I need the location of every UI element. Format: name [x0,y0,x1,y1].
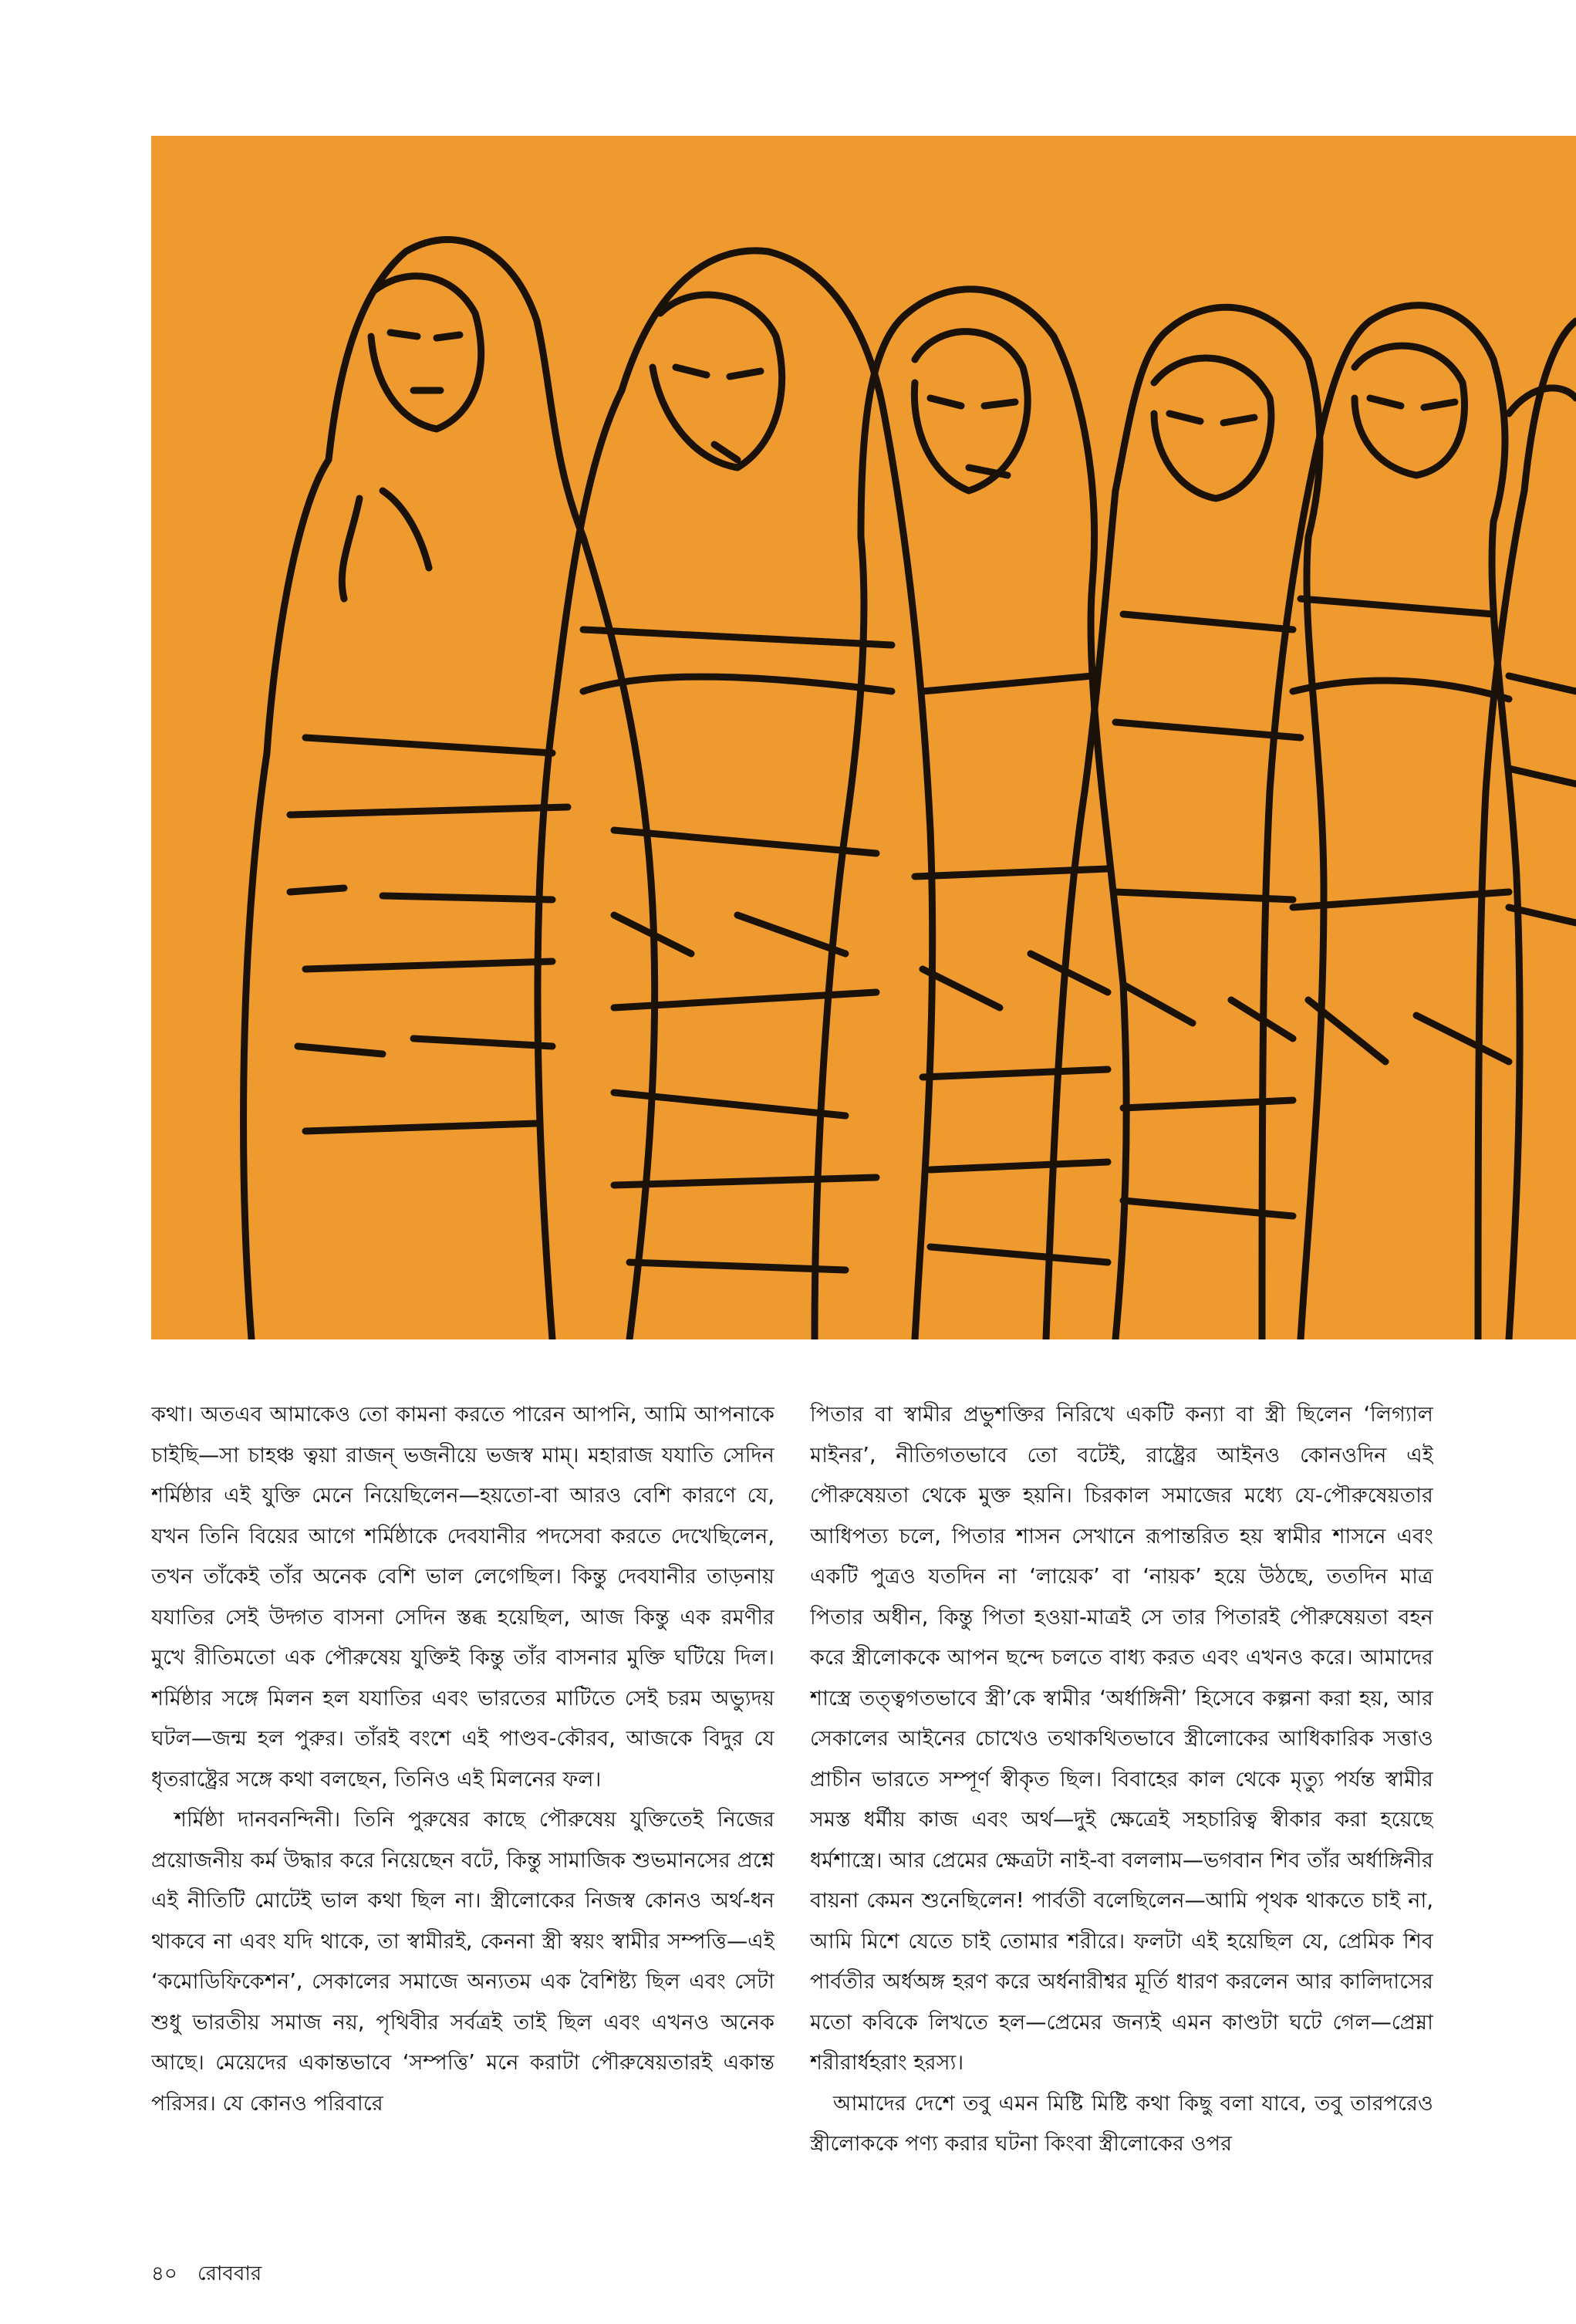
paragraph: পিতার বা স্বামীর প্রভুশক্তির নিরিখে একটি কন্যা বা স্ত্রী ছিলেন ‘লিগ্যাল মাইনর’, নীতিগতভাবে তো বটেই, রাষ্ট্রের আইনও কোনওদিন এই পৌরুষেয়তা থেকে মুক্ত হয়নি। চিরকাল সমাজের মধ্যে যে-পৌরুষেয়তার আধিপত্য চলে, পিতার শাসন সেখানে রূপান্তরিত হয় স্বামীর শাসনে এবং একটি পুত্রও যতদিন না ‘লায়েক’ বা ‘নায়ক’ হয়ে উঠছে, ততদিন মাত্র পিতার অধীন, কিন্তু পিতা হওয়া-মাত্রই সে তার পিতারই পৌরুষেয়তা বহন করে স্ত্রীলোককে আপন ছন্দে চলতে বাধ্য করত এবং এখনও করে। আমাদের শাস্ত্রে তত্ত্বগতভাবে স্ত্রী’কে স্বামীর ‘অর্ধাঙ্গিনী’ হিসেবে কল্পনা করা হয়, আর সেকালের আইনের চোখেও তথাকথিতভাবে স্ত্রীলোকের আধিকারিক সত্তাও প্রাচীন ভারতে সম্পূর্ণ স্বীকৃত ছিল। বিবাহের কাল থেকে মৃত্যু পর্যন্ত স্বামীর সমস্ত ধর্মীয় কাজ এবং অর্থ—দুই ক্ষেত্রেই সহচারিত্ব স্বীকার করা হয়েছে ধর্মশাস্ত্রে। আর প্রেমের ক্ষেত্রটা নাই-বা বললাম—ভগবান শিব তাঁর অর্ধাঙ্গিনীর বায়না কেমন শুনেছিলেন! পার্বতী বলেছিলেন—আমি পৃথক থাকতে চাই না, আমি মিশে যেতে চাই তোমার শরীরে। ফলটা এই হয়েছিল যে, প্রেমিক শিব পার্বতীর অর্ধঅঙ্গ হরণ করে অর্ধনারীশ্বর মূর্তি ধারণ করলেন আর কালিদাসের মতো কবিকে লিখতে হল—প্রেমের জন্যই এমন কাণ্ডটা ঘটে গেল—প্রেম্না শরীরার্ধহরাং হরস্য। [810,1403,1433,2075]
page-number: ৪০ [151,2262,177,2285]
page-footer [151,2261,275,2287]
women-figures-illustration [151,136,1576,1339]
publication-name: রোববার [197,2262,262,2285]
paragraph: আমাদের দেশে তবু এমন মিষ্টি মিষ্টি কথা কিছু বলা যাবে, তবু তারপরেও স্ত্রীলোককে পণ্য করার ঘটনা কিংবা স্ত্রীলোকের ওপর [810,2091,1433,2156]
article-column-left [151,1395,775,2251]
article-column-right [810,1395,1433,2251]
paragraph: কথা। অতএব আমাকেও তো কামনা করতে পারেন আপনি, আমি আপনাকে চাইছি—সা চাহঞ্চ ত্বয়া রাজন্‌ ভজনীয়ে ভজস্ব মাম্‌। মহারাজ যযাতি সেদিন শর্মিষ্ঠার এই যুক্তি মেনে নিয়েছিলেন—হয়তো-বা আরও বেশি কারণে যে, যখন তিনি বিয়ের আগে শর্মিষ্ঠাকে দেবযানীর পদসেবা করতে দেখেছিলেন, তখন তাঁকেই তাঁর অনেক বেশি ভাল লেগেছিল। কিন্তু দেবযানীর তাড়নায় যযাতির সেই উদ্গত বাসনা সেদিন স্তব্ধ হয়েছিল, আজ কিন্তু এক রমণীর মুখে রীতিমতো এক পৌরুষেয় যুক্তিই কিন্তু তাঁর বাসনার মুক্তি ঘটিয়ে দিল। শর্মিষ্ঠার সঙ্গে মিলন হল যযাতির এবং ভারতের মাটিতে সেই চরম অভ্যুদয় ঘটল—জন্ম হল পুরুর। তাঁরই বংশে এই পাণ্ডব-কৌরব, আজকে বিদুর যে ধৃতরাষ্ট্রের সঙ্গে কথা বলছেন, তিনিও এই মিলনের ফল। [151,1403,775,1792]
illustration-background [151,136,1576,1339]
illustration [151,136,1576,1339]
paragraph: শর্মিষ্ঠা দানবনন্দিনী। তিনি পুরুষের কাছে পৌরুষেয় যুক্তিতেই নিজের প্রয়োজনীয় কর্ম উদ্ধার করে নিয়েছেন বটে, কিন্তু সামাজিক শুভমানসের প্রশ্নে এই নীতিটি মোটেই ভাল কথা ছিল না। স্ত্রীলোকের নিজস্ব কোনও অর্থ-ধন থাকবে না এবং যদি থাকে, তা স্বামীরই, কেননা স্ত্রী স্বয়ং স্বামীর সম্পত্তি—এই ‘কমোডিফিকেশন’, সেকালের সমাজে অন্যতম এক বৈশিষ্ট্য ছিল এবং সেটা শুধু ভারতীয় সমাজ নয়, পৃথিবীর সর্বত্রই তাই ছিল এবং এখনও অনেক আছে। মেয়েদের একান্তভাবে ‘সম্পত্তি’ মনে করাটা পৌরুষেয়তারই একান্ত পরিসর। যে কোনও পরিবারে [151,1808,775,2116]
